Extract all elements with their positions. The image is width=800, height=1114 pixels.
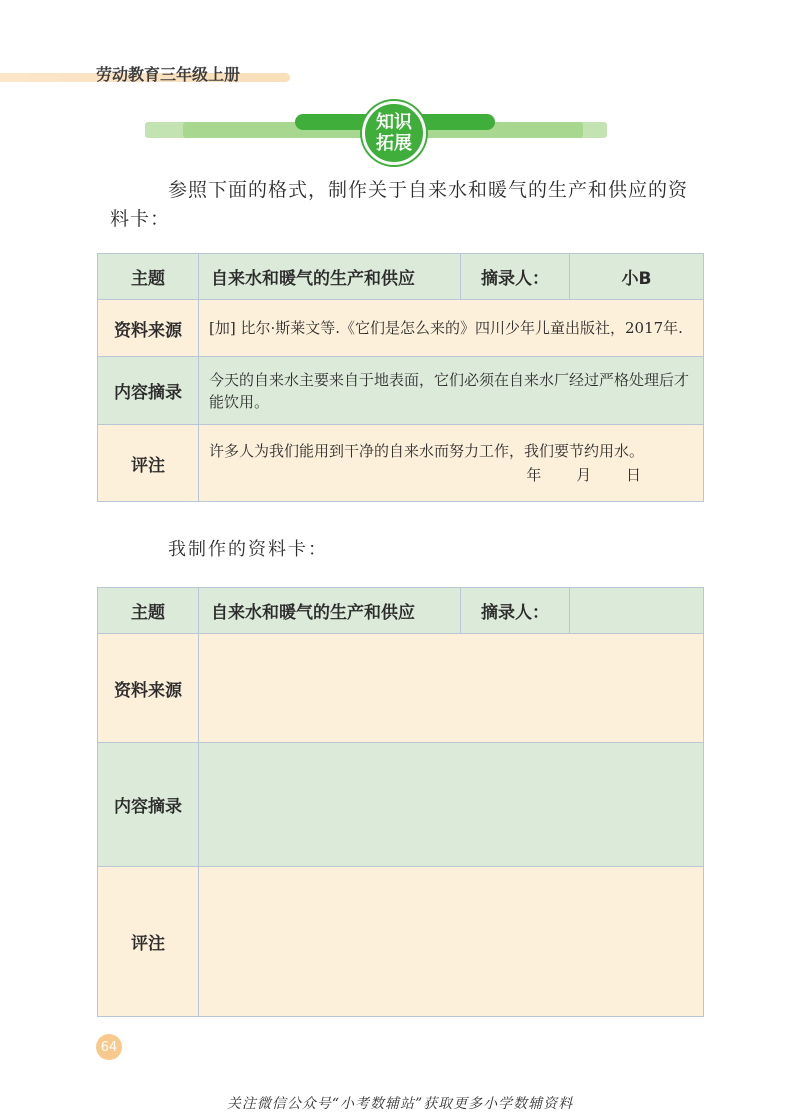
example-topic-label: 主题 xyxy=(98,254,199,300)
example-recorder-label: 摘录人： xyxy=(461,254,570,300)
blank-excerpt-cell[interactable] xyxy=(199,743,704,867)
date-month: 月 xyxy=(576,466,594,484)
blank-source-cell[interactable] xyxy=(199,634,704,743)
example-note-cell xyxy=(199,425,704,502)
example-info-card xyxy=(97,253,704,502)
blank-source-row xyxy=(98,634,704,743)
blank-excerpt-row xyxy=(98,743,704,867)
page-number: 64 xyxy=(96,1034,122,1060)
example-excerpt-value: 今天的自来水主要来自于地表面，它们必须在自来水厂经过严格处理后才能饮用。 xyxy=(199,357,704,425)
my-card-caption: 我制作的资料卡： xyxy=(168,539,328,560)
section-badge-line2: 拓展 xyxy=(376,133,412,154)
blank-topic-row xyxy=(98,588,704,634)
blank-recorder-value-cell[interactable] xyxy=(570,588,704,634)
blank-source-label: 资料来源 xyxy=(98,634,199,743)
example-note-row xyxy=(98,425,704,502)
blank-topic-label: 主题 xyxy=(98,588,199,634)
example-recorder-value: 小B xyxy=(570,254,704,300)
example-source-row xyxy=(98,300,704,357)
blank-note-row xyxy=(98,867,704,1017)
date-year: 年 xyxy=(526,466,544,484)
example-topic-row xyxy=(98,254,704,300)
blank-note-cell[interactable] xyxy=(199,867,704,1017)
example-excerpt-label: 内容摘录 xyxy=(98,357,199,425)
intro-line1: 参照下面的格式，制作关于自来水和暖气的生产和供应的资 xyxy=(168,179,689,201)
blank-topic-value: 自来水和暖气的生产和供应 xyxy=(199,588,461,634)
section-badge-line1: 知识 xyxy=(376,112,412,133)
example-note-label: 评注 xyxy=(98,425,199,502)
footer-watermark-text: 关注微信公众号“小考数辅站”获取更多小学数辅资料 xyxy=(226,1096,574,1112)
intro-paragraph xyxy=(110,176,700,234)
example-note-value: 许多人为我们能用到干净的自来水而努力工作，我们要节约用水。 xyxy=(209,442,645,460)
example-date-line xyxy=(209,464,693,486)
example-source-value: [加] 比尔·斯莱文等.《它们是怎么来的》四川少年儿童出版社，2017年. xyxy=(199,300,704,357)
blank-info-card xyxy=(97,587,704,1017)
book-title: 劳动教育三年级上册 xyxy=(96,65,241,84)
example-source-label: 资料来源 xyxy=(98,300,199,357)
date-day: 日 xyxy=(625,466,643,484)
section-badge xyxy=(362,101,426,165)
blank-recorder-label: 摘录人： xyxy=(461,588,570,634)
example-excerpt-row xyxy=(98,357,704,425)
intro-line2: 料卡： xyxy=(110,208,171,230)
blank-note-label: 评注 xyxy=(98,867,199,1017)
blank-excerpt-label: 内容摘录 xyxy=(98,743,199,867)
example-topic-value: 自来水和暖气的生产和供应 xyxy=(199,254,461,300)
